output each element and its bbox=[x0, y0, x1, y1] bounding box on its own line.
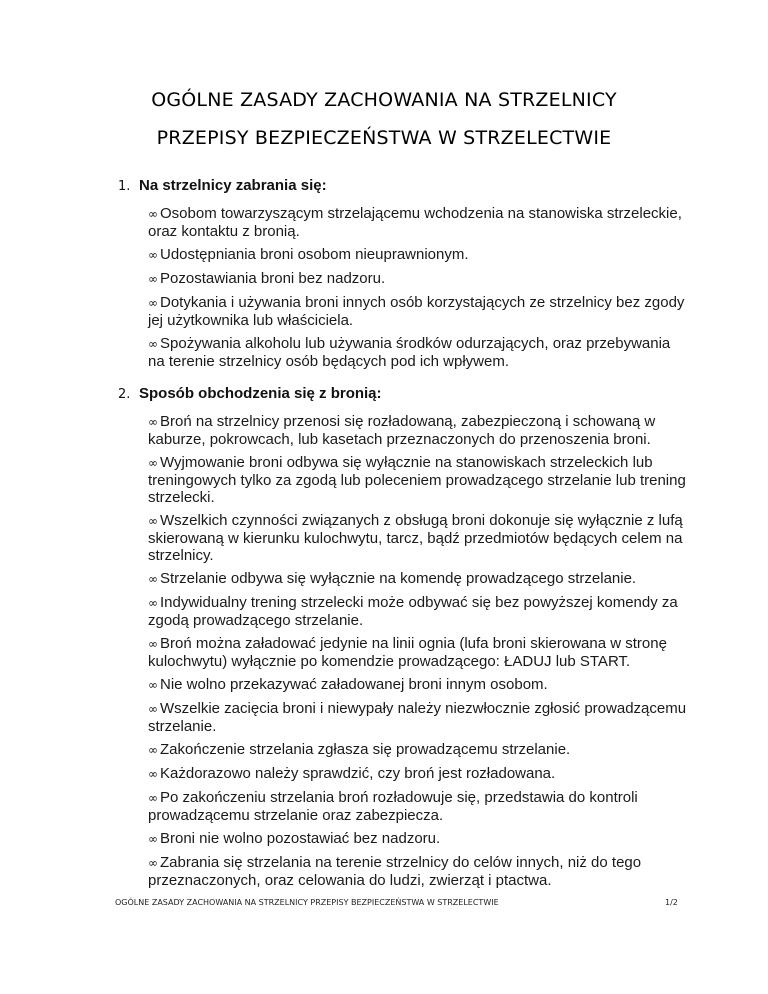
section-heading bbox=[118, 177, 678, 197]
infinity-bullet-icon: ∞ bbox=[148, 678, 158, 692]
list-item-text: Strzelanie odbywa się wyłącznie na komendę prowadzącego strzelanie. bbox=[160, 570, 637, 587]
list-item bbox=[148, 789, 688, 824]
list-item bbox=[148, 635, 688, 670]
list-item-text: Wszelkie zacięcia broni i niewypały należy niezwłocznie zgłosić prowadzącemu strzelanie. bbox=[148, 700, 687, 735]
section-weapon-handling bbox=[118, 385, 687, 895]
list-item-text: Wyjmowanie broni odbywa się wyłącznie na stanowiskach strzeleckich lub treningowych tylko za zgodą lub poleceniem prowadzącego strzelanie lub trening strzelecki. bbox=[148, 454, 686, 506]
infinity-bullet-icon: ∞ bbox=[148, 572, 158, 586]
section-number: 1. bbox=[118, 179, 131, 194]
section-prohibitions bbox=[118, 177, 685, 376]
section-heading bbox=[118, 385, 678, 405]
list-item-text: Zabrania się strzelania na terenie strzelnicy do celów innych, niż do tego przeznaczonych, oraz celowania do ludzi, zwierząt i ptactwa. bbox=[148, 854, 642, 889]
list-item-text: Spożywania alkoholu lub używania środków odurzających, oraz przebywania na terenie strzelnicy osób będących pod ich wpływem. bbox=[148, 335, 671, 370]
list-item bbox=[148, 413, 688, 448]
infinity-bullet-icon: ∞ bbox=[148, 791, 158, 805]
infinity-bullet-icon: ∞ bbox=[148, 637, 158, 651]
infinity-bullet-icon: ∞ bbox=[148, 596, 158, 610]
list-item bbox=[148, 676, 688, 694]
section-title: Na strzelnicy zabrania się: bbox=[139, 177, 327, 194]
section-item-list bbox=[118, 413, 688, 889]
page-number: 1/2 bbox=[665, 898, 678, 907]
infinity-bullet-icon: ∞ bbox=[148, 743, 158, 757]
list-item bbox=[148, 454, 688, 506]
infinity-bullet-icon: ∞ bbox=[148, 856, 158, 870]
list-item-text: Broń na strzelnicy przenosi się rozładowaną, zabezpieczoną i schowaną w kaburze, pokrowcach, lub kasetach przeznaczonych do przenoszenia broni. bbox=[148, 413, 656, 448]
list-item-text: Zakończenie strzelania zgłasza się prowadzącemu strzelanie. bbox=[160, 741, 571, 758]
infinity-bullet-icon: ∞ bbox=[148, 456, 158, 470]
section-title: Sposób obchodzenia się z bronią: bbox=[139, 385, 382, 402]
list-item-text: Nie wolno przekazywać załadowanej broni innym osobom. bbox=[160, 676, 548, 693]
section-item-list bbox=[118, 205, 688, 370]
list-item-text: Broń można załadować jedynie na linii ognia (lufa broni skierowana w stronę kulochwytu) wyłącznie po komendzie prowadzącego: ŁADUJ lub START. bbox=[148, 635, 667, 670]
infinity-bullet-icon: ∞ bbox=[148, 207, 158, 221]
list-item-text: Każdorazowo należy sprawdzić, czy broń jest rozładowana. bbox=[160, 765, 556, 782]
page-footer-title: OGÓLNE ZASADY ZACHOWANIA NA STRZELNICY PRZEPISY BEZPIECZEŃSTWA W STRZELECTWIE bbox=[115, 898, 499, 907]
infinity-bullet-icon: ∞ bbox=[148, 514, 158, 528]
list-item bbox=[148, 830, 688, 848]
list-item bbox=[148, 570, 688, 588]
list-item-text: Dotykania i używania broni innych osób korzystających ze strzelnicy bez zgody jej użytkownika lub właściciela. bbox=[148, 294, 685, 329]
list-item bbox=[148, 854, 688, 889]
list-item bbox=[148, 700, 688, 735]
list-item-text: Osobom towarzyszącym strzelającemu wchodzenia na stanowiska strzeleckie, oraz kontaktu z bronią. bbox=[148, 205, 682, 240]
list-item bbox=[148, 741, 688, 759]
document-title: OGÓLNE ZASADY ZACHOWANIA NA STRZELNICY bbox=[151, 89, 617, 111]
infinity-bullet-icon: ∞ bbox=[148, 767, 158, 781]
list-item-text: Pozostawiania broni bez nadzoru. bbox=[160, 270, 386, 287]
infinity-bullet-icon: ∞ bbox=[148, 248, 158, 262]
infinity-bullet-icon: ∞ bbox=[148, 415, 158, 429]
list-item bbox=[148, 335, 688, 370]
document-subtitle: PRZEPISY BEZPIECZEŃSTWA W STRZELECTWIE bbox=[156, 127, 612, 149]
infinity-bullet-icon: ∞ bbox=[148, 296, 158, 310]
list-item-text: Po zakończeniu strzelania broń rozładowuje się, przedstawia do kontroli prowadzącemu strzelanie oraz zabezpiecza. bbox=[148, 789, 638, 824]
infinity-bullet-icon: ∞ bbox=[148, 702, 158, 716]
list-item bbox=[148, 246, 688, 264]
list-item-text: Udostępniania broni osobom nieuprawnionym. bbox=[160, 246, 469, 263]
list-item bbox=[148, 270, 688, 288]
list-item bbox=[148, 765, 688, 783]
list-item-text: Broni nie wolno pozostawiać bez nadzoru. bbox=[160, 830, 441, 847]
infinity-bullet-icon: ∞ bbox=[148, 272, 158, 286]
list-item-text: Wszelkich czynności związanych z obsługą broni dokonuje się wyłącznie z lufą skierowaną w kierunku kulochwytu, tarcz, bądź przedmiotów będących celem na strzelnicy. bbox=[148, 512, 683, 564]
list-item bbox=[148, 594, 688, 629]
infinity-bullet-icon: ∞ bbox=[148, 832, 158, 846]
infinity-bullet-icon: ∞ bbox=[148, 337, 158, 351]
list-item-text: Indywidualny trening strzelecki może odbywać się bez powyższej komendy za zgodą prowadzącego strzelanie. bbox=[148, 594, 678, 629]
section-number: 2. bbox=[118, 387, 131, 402]
list-item bbox=[148, 512, 688, 564]
list-item bbox=[148, 294, 688, 329]
list-item bbox=[148, 205, 688, 240]
